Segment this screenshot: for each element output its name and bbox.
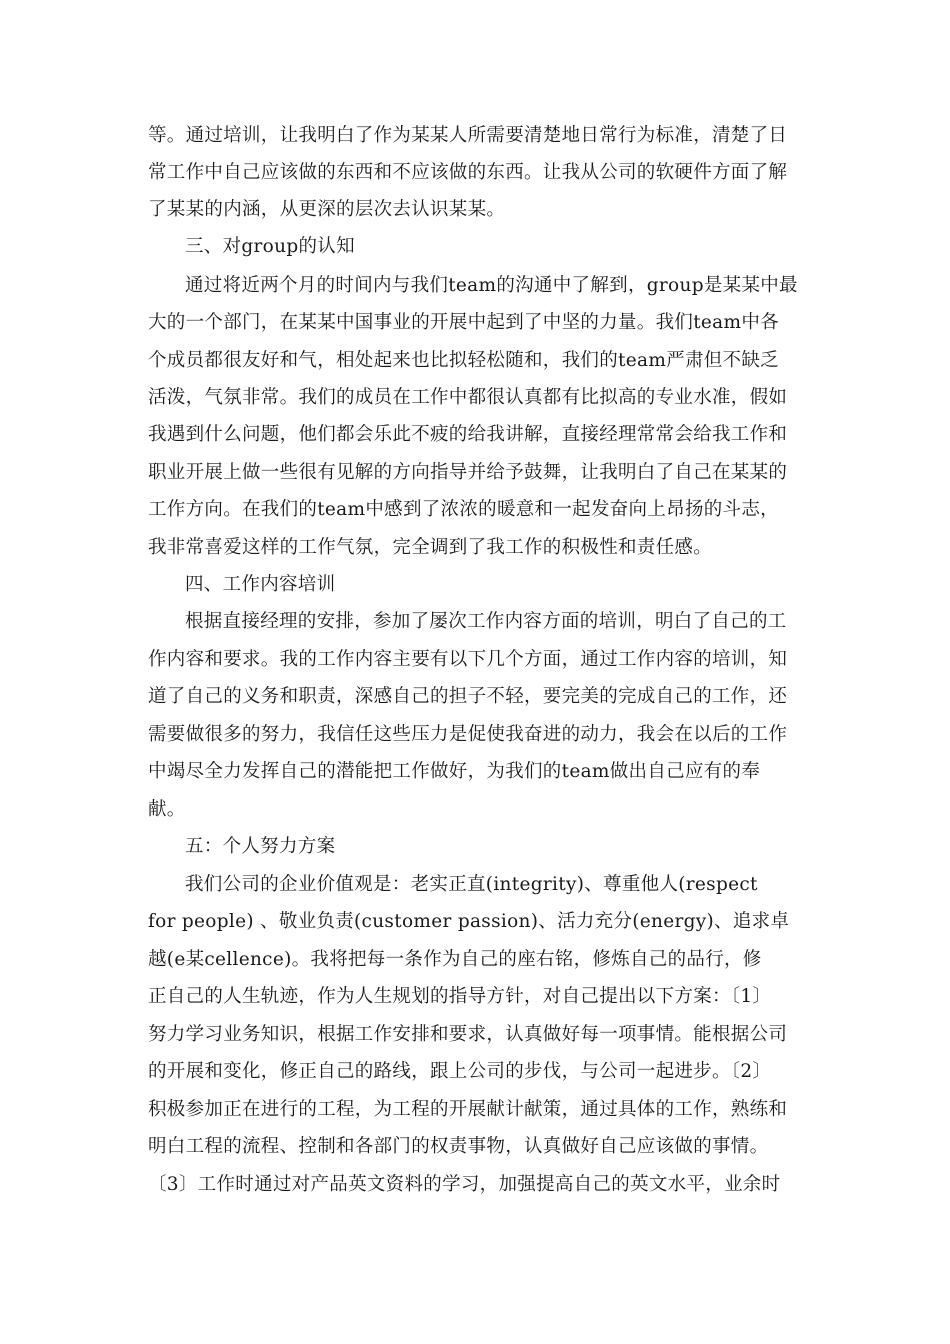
paragraph-line: 〔3〕工作时通过对产品英文资料的学习，加强提高自己的英文水平，业余时 [148,1174,781,1195]
paragraph-line: 我们公司的企业价值观是：老实正直(integrity)、尊重他人(respect [185,874,758,895]
paragraph-line: 越(e某cellence)。我将把每一条作为自己的座右铭，修炼自己的品行，修 [148,949,762,970]
paragraph-line: 道了自己的义务和职责，深感自己的担子不轻，要完美的完成自己的工作，还 [148,686,788,707]
paragraph-line: 努力学习业务知识，根据工作安排和要求，认真做好每一项事情。能根据公司 [148,1024,788,1045]
section-heading: 五：个人努力方案 [185,836,336,857]
paragraph-line: 职业开展上做一些很有见解的方向指导并给予鼓舞，让我明白了自己在某某的 [148,462,788,483]
paragraph-line: 我非常喜爱这样的工作气氛，完全调到了我工作的积极性和责任感。 [148,537,713,558]
paragraph-line: 献。 [148,799,186,820]
paragraph-line: for people) 、敬业负责(customer passion)、活力充分(energy)、追求卓 [148,911,790,932]
paragraph-line: 常工作中自己应该做的东西和不应该做的东西。让我从公司的软硬件方面了解 [148,162,788,183]
paragraph-line: 个成员都很友好和气，相处起来也比拟轻松随和，我们的team严肃但不缺乏 [148,350,779,371]
paragraph-line: 中竭尽全力发挥自己的潜能把工作做好，为我们的team做出自己应有的奉 [148,761,761,782]
paragraph-line: 活泼，气氛非常。我们的成员在工作中都很认真都有比拟高的专业水准，假如 [148,387,788,408]
paragraph-line: 大的一个部门，在某某中国事业的开展中起到了中坚的力量。我们team中各 [148,312,779,333]
paragraph-line: 积极参加正在进行的工程，为工程的开展献计献策，通过具体的工作，熟练和 [148,1099,788,1120]
paragraph-line: 需要做很多的努力，我信任这些压力是促使我奋进的动力，我会在以后的工作 [148,724,788,745]
paragraph-line: 我遇到什么问题，他们都会乐此不疲的给我讲解，直接经理常常会给我工作和 [148,424,788,445]
section-heading: 四、工作内容培训 [185,574,336,595]
paragraph-line: 通过将近两个月的时间内与我们team的沟通中了解到，group是某某中最 [185,275,798,296]
paragraph-line: 了某某的内涵，从更深的层次去认识某某。 [148,199,506,220]
paragraph-line: 工作方向。在我们的team中感到了浓浓的暖意和一起发奋向上昂扬的斗志， [148,499,779,520]
section-heading: 三、对group的认知 [185,236,355,257]
paragraph-line: 根据直接经理的安排，参加了屡次工作内容方面的培训，明白了自己的工 [185,611,787,632]
paragraph-line: 作内容和要求。我的工作内容主要有以下几个方面，通过工作内容的培训，知 [148,649,788,670]
paragraph-line: 等。通过培训，让我明白了作为某某人所需要清楚地日常行为标准，清楚了日 [148,125,788,146]
paragraph-line: 的开展和变化，修正自己的路线，跟上公司的步伐，与公司一起进步。〔2〕 [148,1061,772,1082]
paragraph-line: 正自己的人生轨迹，作为人生规划的指导方针，对自己提出以下方案：〔1〕 [148,986,772,1007]
paragraph-line: 明白工程的流程、控制和各部门的权责事物，认真做好自己应该做的事情。 [148,1136,769,1157]
